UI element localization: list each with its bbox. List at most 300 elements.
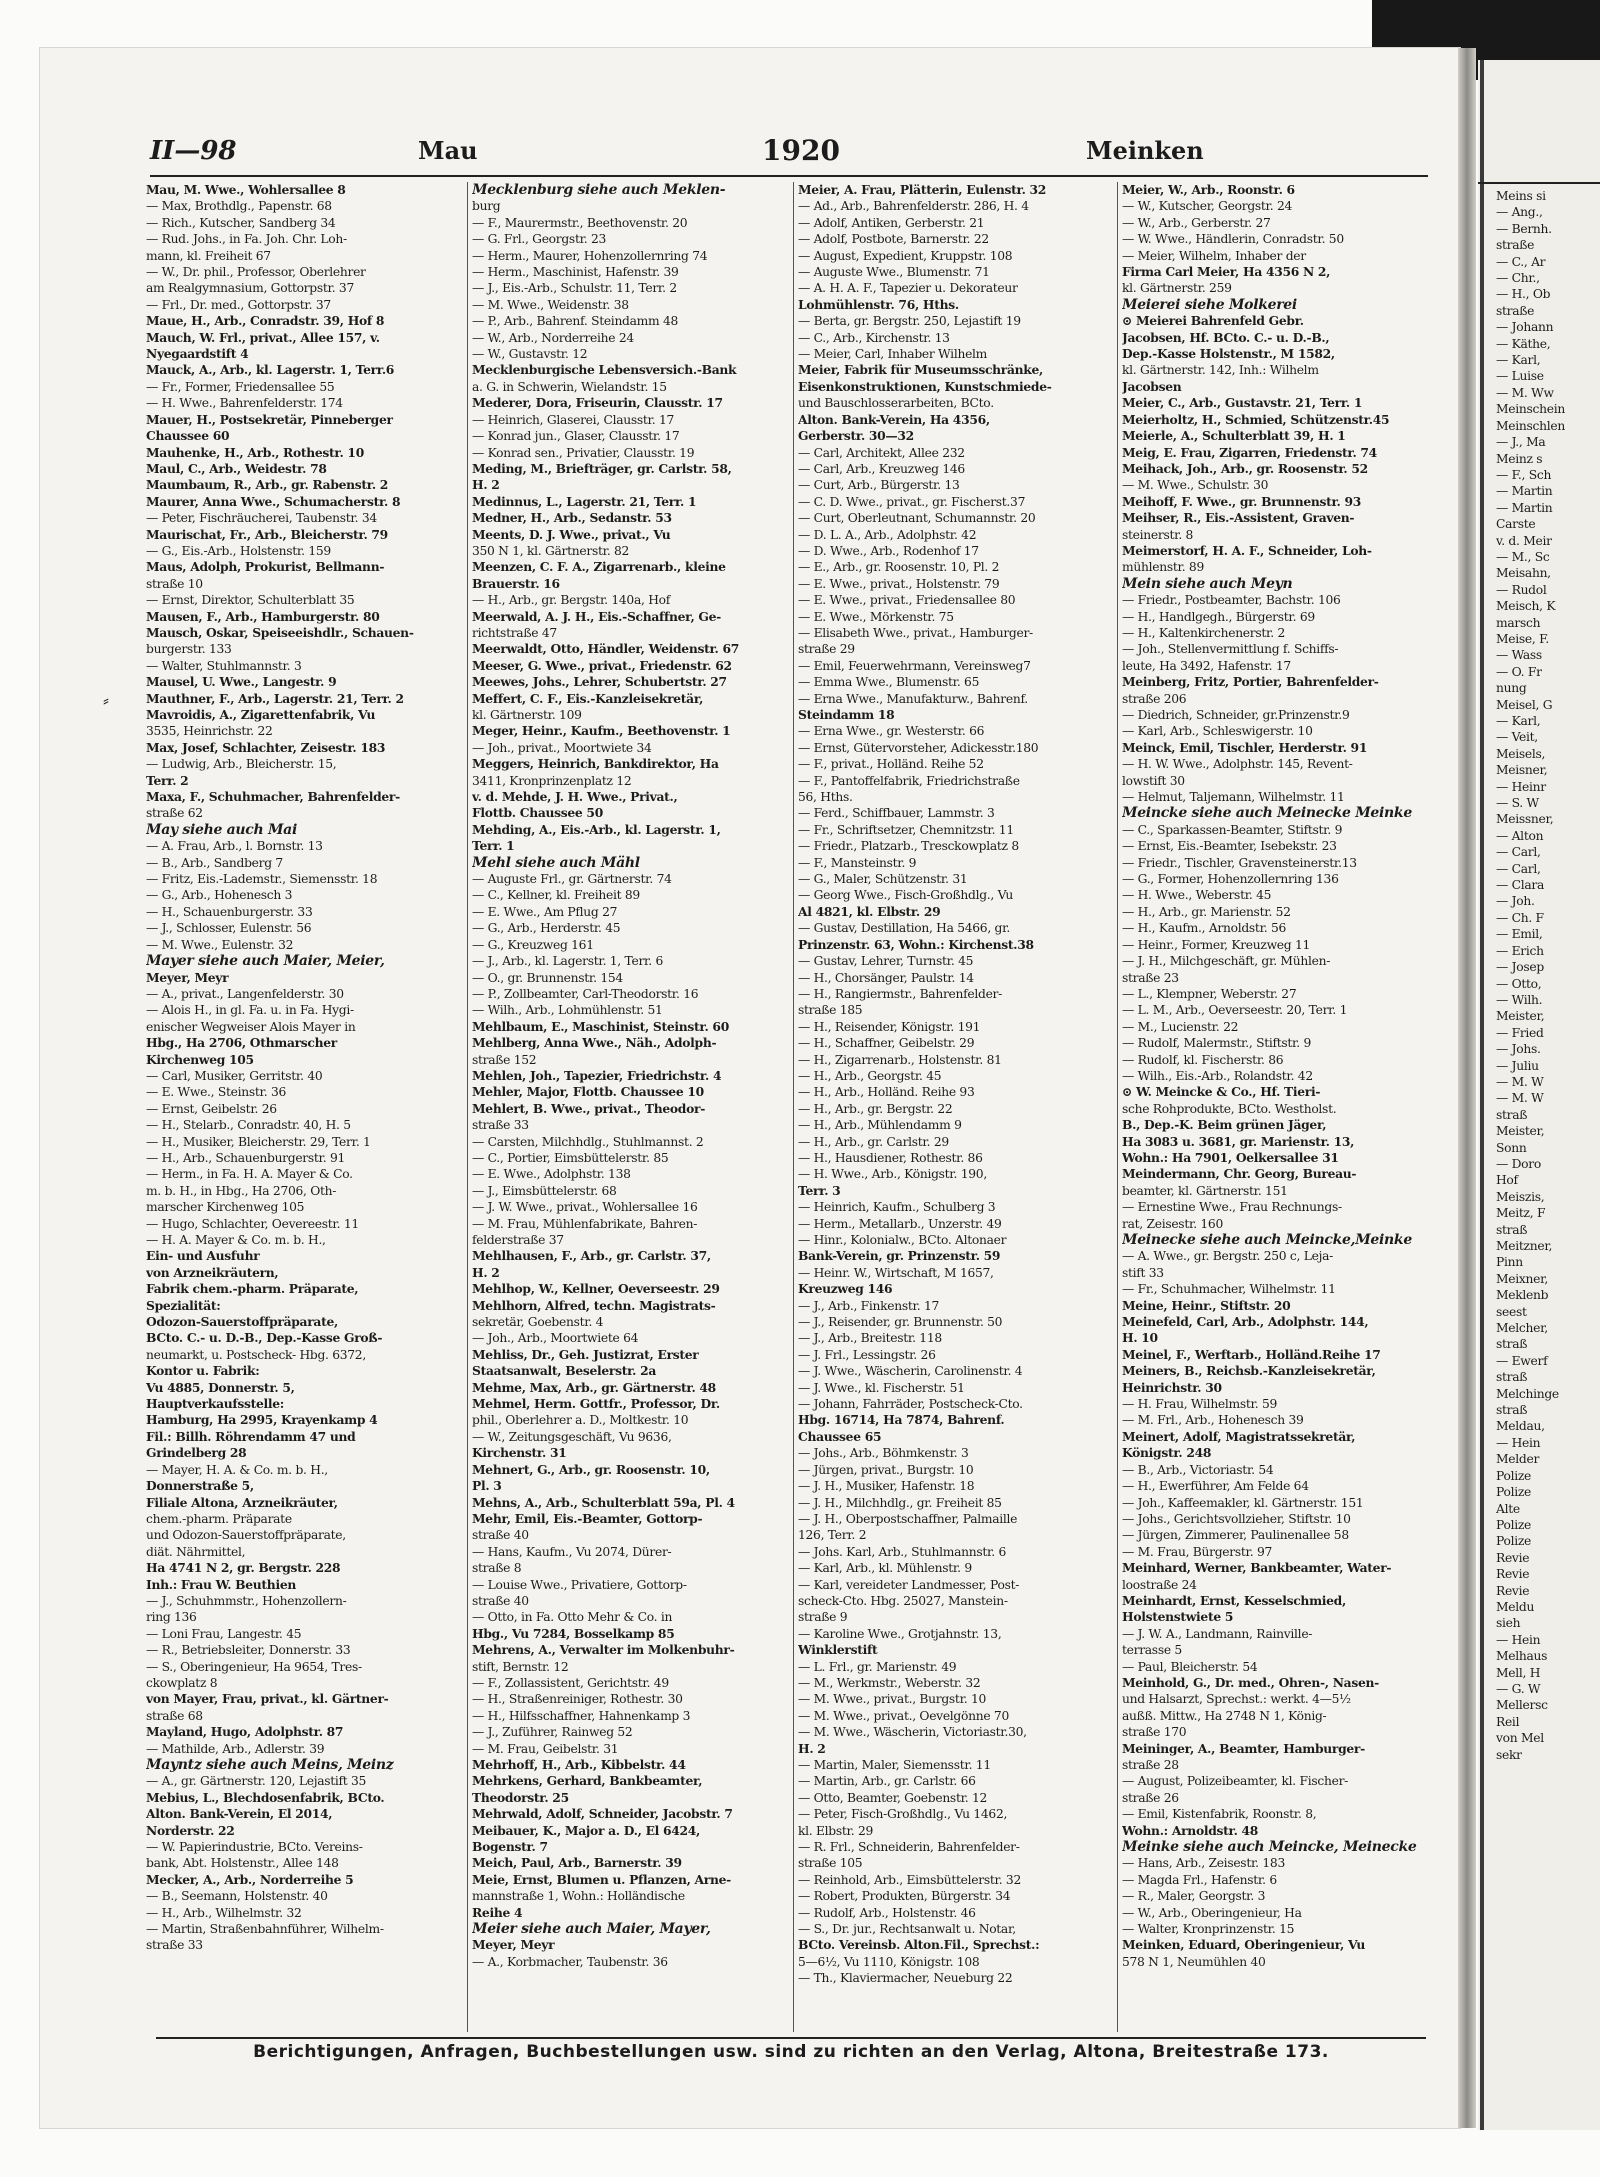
directory-entry: — Heinrich, Glaserei, Clausstr. 17	[472, 412, 675, 427]
directory-entry: — Johs. Karl, Arb., Stuhlmannstr. 6	[798, 1544, 1006, 1559]
directory-entry: — Johs., Gerichtsvollzieher, Stiftstr. 10	[1122, 1511, 1351, 1526]
directory-entry: Gerberstr. 30—32	[798, 428, 914, 444]
next-page-entry: Reil	[1496, 1714, 1520, 1729]
directory-entry: — Fr., Schriftsetzer, Chemnitzstr. 11	[798, 822, 1014, 837]
directory-entry: ring 136	[146, 1610, 197, 1625]
directory-entry: Reihe 4	[472, 1904, 523, 1920]
directory-entry: — A., gr. Gärtnerstr. 120, Lejastift 35	[146, 1774, 367, 1789]
directory-entry: — Max, Brothdlg., Papenstr. 68	[146, 199, 332, 214]
directory-entry: Meihoff, F. Wwe., gr. Brunnenstr. 93	[1122, 493, 1362, 509]
directory-entry: Kreuzweg 146	[798, 1281, 893, 1297]
directory-entry: — Friedr., Platzarb., Tresckowplatz 8	[798, 839, 1019, 854]
next-page-column	[1496, 188, 1600, 1763]
directory-entry: Grindelberg 28	[146, 1445, 247, 1461]
directory-entry: — Peter, Fischräucherei, Taubenstr. 34	[146, 511, 377, 526]
directory-entry: — F., Maurermstr., Beethovenstr. 20	[472, 215, 688, 230]
directory-entry: — A. Wwe., gr. Bergstr. 250 c, Leja-	[1122, 1249, 1333, 1264]
directory-entry: — Robert, Produkten, Bürgerstr. 34	[798, 1889, 1011, 1904]
directory-entry: — A., Korbmacher, Taubenstr. 36	[472, 1954, 668, 1969]
directory-entry: Mehlbaum, E., Maschinist, Steinstr. 60	[472, 1018, 729, 1034]
directory-entry: — Heinrich, Kaufm., Schulberg 3	[798, 1200, 996, 1215]
directory-entry: Medner, H., Arb., Sedanstr. 53	[472, 510, 672, 526]
directory-entry: — R. Frl., Schneiderin, Bahrenfelder-	[798, 1840, 1020, 1855]
directory-entry: enischer Wegweiser Alois Mayer in	[146, 1019, 356, 1034]
directory-entry: — Rud. Johs., in Fa. Joh. Chr. Loh-	[146, 232, 347, 247]
directory-entry: Meinken, Eduard, Oberingenieur, Vu	[1122, 1937, 1366, 1953]
directory-entry: May siehe auch Mai	[146, 821, 297, 838]
directory-entry: Max, Josef, Schlachter, Zeisestr. 183	[146, 739, 386, 755]
directory-entry: — H. Wwe., Bahrenfelderstr. 174	[146, 396, 343, 411]
directory-entry: — Mathilde, Arb., Adlerstr. 39	[146, 1741, 325, 1756]
margin-mark: ⸗	[103, 690, 109, 711]
directory-entry: — F., Mansteinstr. 9	[798, 855, 917, 870]
directory-entry: lowstift 30	[1122, 773, 1185, 788]
directory-entry: — A. H. A. F., Tapezier u. Dekorateur	[798, 281, 1018, 296]
next-page-entry: Pinn	[1496, 1255, 1523, 1270]
directory-entry: — W., Kutscher, Georgstr. 24	[1122, 199, 1293, 214]
directory-entry: — Rudolf, Arb., Holstenstr. 46	[798, 1905, 976, 1920]
directory-entry: — M. Frl., Arb., Hohenesch 39	[1122, 1413, 1304, 1428]
directory-entry: — Walter, Kronprinzenstr. 15	[1122, 1922, 1295, 1937]
directory-entry: Mauck, A., Arb., kl. Lagerstr. 1, Terr.6	[146, 362, 395, 378]
directory-entry: — Louise Wwe., Privatiere, Gottorp-	[472, 1577, 687, 1592]
directory-entry: — H., Rangiermstr., Bahrenfelder-	[798, 986, 1002, 1001]
directory-entry: Meding, M., Briefträger, gr. Carlstr. 58,	[472, 460, 732, 476]
next-page-entry: Meister,	[1496, 1009, 1545, 1024]
directory-entry: — H. W. Wwe., Adolphstr. 145, Revent-	[1122, 757, 1353, 772]
directory-entry: — G., Eis.-Arb., Holstenstr. 159	[146, 543, 331, 558]
directory-entry: — Herm., in Fa. H. A. Mayer & Co.	[146, 1167, 353, 1182]
directory-entry: — Martin, Arb., gr. Carlstr. 66	[798, 1774, 976, 1789]
directory-entry: Mehrens, A., Verwalter im Molkenbuhr-	[472, 1642, 735, 1658]
directory-entry: — W. Wwe., Händlerin, Conradstr. 50	[1122, 232, 1344, 247]
directory-entry: Kirchenweg 105	[146, 1051, 254, 1067]
directory-entry: Meig, E. Frau, Zigarren, Friedenstr. 74	[1122, 444, 1377, 460]
directory-column-2	[472, 182, 790, 2032]
directory-entry: und Bauschlosserarbeiten, BCto.	[798, 396, 994, 411]
directory-entry: — W., Zeitungsgeschäft, Vu 9636,	[472, 1429, 672, 1444]
directory-entry: — H., Arb., Schauenburgerstr. 91	[146, 1150, 346, 1165]
directory-entry: — Rudolf, kl. Fischerstr. 86	[1122, 1052, 1284, 1067]
next-page-entry: Meissner,	[1496, 812, 1554, 827]
directory-entry: Mehrkens, Gerhard, Bankbeamter,	[472, 1773, 703, 1789]
directory-entry: — E. Wwe., Adolphstr. 138	[472, 1167, 631, 1182]
directory-entry: — R., Maler, Georgstr. 3	[1122, 1889, 1266, 1904]
next-page-entry: Sonn	[1496, 1140, 1527, 1155]
directory-entry: 56, Hths.	[798, 790, 853, 805]
directory-entry: — Ernestine Wwe., Frau Rechnungs-	[1122, 1200, 1342, 1215]
directory-entry: — Joh., Arb., Moortwiete 64	[472, 1331, 639, 1346]
directory-entry: Mehns, A., Arb., Schulterblatt 59a, Pl. 4	[472, 1494, 735, 1510]
directory-entry: — J. H., Oberpostschaffner, Palmaille	[798, 1511, 1018, 1526]
directory-entry: Jacobsen, Hf. BCto. C.- u. D.-B.,	[1122, 329, 1330, 345]
next-page-entry: — Heinr	[1496, 779, 1546, 794]
directory-entry: — Mayer, H. A. & Co. m. b. H.,	[146, 1462, 328, 1477]
directory-entry: — Ernst, Gütervorsteher, Adickesstr.180	[798, 740, 1039, 755]
directory-entry: — H., Schaffner, Geibelstr. 29	[798, 1036, 975, 1051]
directory-entry: stift, Bernstr. 12	[472, 1659, 569, 1674]
directory-entry: — P., Zollbeamter, Carl-Theodorstr. 16	[472, 986, 699, 1001]
directory-entry: — H., Musiker, Bleicherstr. 29, Terr. 1	[146, 1134, 371, 1149]
directory-entry: Inh.: Frau W. Beuthien	[146, 1576, 296, 1592]
directory-entry: phil., Oberlehrer a. D., Moltkestr. 10	[472, 1413, 689, 1428]
directory-entry: chem.-pharm. Präparate	[146, 1511, 292, 1526]
next-page-entry: — Josep	[1496, 960, 1544, 975]
directory-entry: — H., Arb., Wilhelmstr. 32	[146, 1905, 302, 1920]
directory-entry: — L. M., Arb., Oeverseestr. 20, Terr. 1	[1122, 1003, 1348, 1018]
directory-entry: Ha 3083 u. 3681, gr. Marienstr. 13,	[1122, 1133, 1355, 1149]
directory-entry: 578 N 1, Neumühlen 40	[1122, 1954, 1266, 1969]
directory-entry: straße 33	[146, 1938, 203, 1953]
directory-entry: — J. H., Milchhdlg., gr. Freiheit 85	[798, 1495, 1002, 1510]
directory-entry: sche Rohprodukte, BCto. Westholst.	[1122, 1101, 1337, 1116]
directory-entry: Kontor u. Fabrik:	[146, 1363, 260, 1379]
directory-entry: — W. Papierindustrie, BCto. Vereins-	[146, 1840, 363, 1855]
directory-entry: Hbg., Ha 2706, Othmarscher	[146, 1035, 337, 1051]
next-page-entry: — Fried	[1496, 1025, 1544, 1040]
next-page-entry: Meklenb	[1496, 1288, 1549, 1303]
directory-entry: — D. Wwe., Arb., Rodenhof 17	[798, 543, 979, 558]
directory-entry: Filiale Altona, Arzneikräuter,	[146, 1494, 338, 1510]
next-page-entry: Alte	[1496, 1501, 1520, 1516]
directory-entry: Maumbaum, R., Arb., gr. Rabenstr. 2	[146, 477, 389, 493]
directory-entry: — Wilh., Eis.-Arb., Rolandstr. 42	[1122, 1068, 1313, 1083]
directory-entry: H. 2	[472, 477, 500, 493]
directory-entry: straße 206	[1122, 691, 1187, 706]
directory-entry: Mavroidis, A., Zigarettenfabrik, Vu	[146, 707, 376, 722]
directory-entry: H. 2	[472, 1264, 500, 1280]
next-page-entry: Carste	[1496, 517, 1536, 532]
directory-entry: — G., Arb., Herderstr. 45	[472, 921, 621, 936]
directory-entry: — C., Kellner, kl. Freiheit 89	[472, 888, 640, 903]
directory-entry: Meincke siehe auch Meinecke Meinke	[1122, 805, 1412, 822]
next-page-entry: Meinschein	[1496, 402, 1565, 417]
directory-entry: straße 105	[798, 1856, 863, 1871]
directory-entry: terrasse 5	[1122, 1643, 1182, 1658]
directory-entry: Mehlen, Joh., Tapezier, Friedrichstr. 4	[472, 1067, 722, 1083]
directory-entry: — F., privat., Holländ. Reihe 52	[798, 757, 984, 772]
directory-entry: Mehlberg, Anna Wwe., Näh., Adolph-	[472, 1035, 717, 1051]
next-page-entry: — Bernh.	[1496, 221, 1552, 236]
directory-entry: — Emil, Feuerwehrmann, Vereinsweg7	[798, 658, 1031, 673]
header-left-keyword: Mau	[418, 136, 478, 165]
next-page-entry: Meister,	[1496, 1124, 1545, 1139]
next-page-entry: — Doro	[1496, 1156, 1541, 1171]
directory-entry: Meier, W., Arb., Roonstr. 6	[1122, 182, 1295, 197]
directory-entry: — Peter, Fisch-Großhdlg., Vu 1462,	[798, 1807, 1008, 1822]
next-page-entry: — M. W	[1496, 1074, 1544, 1089]
next-page-entry: Meldau,	[1496, 1419, 1545, 1434]
directory-entry: beamter, kl. Gärtnerstr. 151	[1122, 1183, 1288, 1198]
directory-entry: — J., Schlosser, Eulenstr. 56	[146, 921, 312, 936]
directory-entry: — Elisabeth Wwe., privat., Hamburger-	[798, 625, 1033, 640]
next-page-entry: — Hein	[1496, 1632, 1541, 1647]
next-page-entry: Melhaus	[1496, 1649, 1548, 1664]
column-divider	[1117, 182, 1118, 2032]
directory-entry: Dep.-Kasse Holstenstr., M 1582,	[1122, 346, 1335, 362]
next-page-entry: Revie	[1496, 1550, 1530, 1565]
directory-entry: — H., Reisender, Königstr. 191	[798, 1019, 981, 1034]
directory-column-3	[798, 182, 1114, 2032]
directory-entry: Wohn.: Arnoldstr. 48	[1122, 1822, 1259, 1838]
directory-entry: — F., Zollassistent, Gerichtstr. 49	[472, 1675, 669, 1690]
next-page-entry: Meiszis,	[1496, 1189, 1545, 1204]
next-page-entry: — Erich	[1496, 943, 1544, 958]
next-page-entry: Meins si	[1496, 189, 1546, 203]
directory-entry: richtstraße 47	[472, 625, 557, 640]
directory-entry: — Jürgen, Zimmerer, Paulinenallee 58	[1122, 1528, 1349, 1543]
directory-entry: bank, Abt. Holstenstr., Allee 148	[146, 1856, 339, 1871]
directory-entry: Mausen, F., Arb., Hamburgerstr. 80	[146, 608, 380, 624]
directory-entry: Jacobsen	[1122, 378, 1182, 394]
directory-entry: Mehrwald, Adolf, Schneider, Jacobstr. 7	[472, 1806, 733, 1822]
directory-entry: — M. Wwe., privat., Burgstr. 10	[798, 1692, 987, 1707]
directory-entry: — Loni Frau, Langestr. 45	[146, 1626, 302, 1641]
directory-entry: — Th., Klaviermacher, Neueburg 22	[798, 1971, 1013, 1986]
directory-entry: Meinberg, Fritz, Portier, Bahrenfelder-	[1122, 674, 1379, 690]
directory-entry: — H., Arb., Georgstr. 45	[798, 1068, 942, 1083]
directory-entry: Maurer, Anna Wwe., Schumacherstr. 8	[146, 493, 401, 509]
directory-entry: Spezialität:	[146, 1297, 221, 1313]
directory-entry: Meewes, Johs., Lehrer, Schubertstr. 27	[472, 674, 727, 690]
directory-entry: burgerstr. 133	[146, 642, 232, 657]
directory-entry: — J. Wwe., kl. Fischerstr. 51	[798, 1380, 965, 1395]
directory-entry: — H., Arb., Mühlendamm 9	[798, 1118, 962, 1133]
directory-entry: — Herm., Maurer, Hohenzollernring 74	[472, 248, 708, 263]
directory-entry: — J., Zuführer, Rainweg 52	[472, 1725, 633, 1740]
directory-entry: — H., Arb., gr. Bergstr. 22	[798, 1101, 953, 1116]
directory-entry: Hbg. 16714, Ha 7874, Bahrenf.	[798, 1412, 1005, 1428]
directory-entry: — M. Wwe., privat., Oevelgönne 70	[798, 1708, 1009, 1723]
directory-entry: BCto. Vereinsb. Alton.Fil., Sprechst.:	[798, 1937, 1040, 1953]
directory-entry: — J. H., Musiker, Hafenstr. 18	[798, 1479, 975, 1494]
directory-entry: Mehme, Max, Arb., gr. Gärtnerstr. 48	[472, 1379, 716, 1395]
directory-entry: — August, Expedient, Kruppstr. 108	[798, 248, 1013, 263]
directory-entry: Meierle, A., Schulterblatt 39, H. 1	[1122, 428, 1346, 444]
directory-entry: — W., Arb., Gerberstr. 27	[1122, 215, 1271, 230]
next-page-entry: Revie	[1496, 1567, 1530, 1582]
directory-entry: Mehding, A., Eis.-Arb., kl. Lagerstr. 1,	[472, 821, 721, 837]
next-page-entry: Meise, F.	[1496, 631, 1550, 646]
directory-entry: — Fr., Schuhmacher, Wilhelmstr. 11	[1122, 1282, 1336, 1297]
directory-entry: — Jürgen, privat., Burgstr. 10	[798, 1462, 974, 1477]
directory-entry: — Johann, Fahrräder, Postscheck-Cto.	[798, 1397, 1023, 1412]
directory-entry: — J., Arb., kl. Lagerstr. 1, Terr. 6	[472, 954, 663, 969]
directory-entry: — Alois H., in gl. Fa. u. in Fa. Hygi-	[146, 1003, 354, 1018]
directory-entry: — A. Frau, Arb., l. Bornstr. 13	[146, 839, 323, 854]
directory-entry: — Hans, Kaufm., Vu 2074, Dürer-	[472, 1544, 672, 1559]
directory-entry: — H. Frau, Wilhelmstr. 59	[1122, 1397, 1278, 1412]
directory-entry: Hamburg, Ha 2995, Krayenkamp 4	[146, 1412, 378, 1428]
directory-entry: — Gustav, Destillation, Ha 5466, gr.	[798, 921, 1010, 936]
directory-entry: — M. Wwe., Weidenstr. 38	[472, 297, 629, 312]
directory-entry: Meinke siehe auch Meincke, Meinecke	[1122, 1839, 1417, 1856]
directory-entry: Meier siehe auch Maier, Mayer,	[472, 1921, 711, 1938]
directory-entry: Meinck, Emil, Tischler, Herderstr. 91	[1122, 739, 1368, 755]
directory-entry: straße 40	[472, 1593, 529, 1608]
directory-entry: Chaussee 65	[798, 1428, 882, 1444]
directory-entry: 3535, Heinrichstr. 22	[146, 724, 273, 739]
directory-entry: Meibauer, K., Major a. D., El 6424,	[472, 1822, 701, 1838]
next-page-entry: — Joh.	[1496, 894, 1535, 909]
directory-entry: Meierholtz, H., Schmied, Schützenstr.45	[1122, 411, 1390, 427]
directory-entry: mühlenstr. 89	[1122, 560, 1204, 575]
directory-entry: Mehler, Major, Flottb. Chaussee 10	[472, 1084, 704, 1100]
next-page-entry: — Käthe,	[1496, 336, 1551, 351]
directory-entry: Meinhardt, Ernst, Kesselschmied,	[1122, 1592, 1346, 1608]
next-page-entry: straß	[1496, 1107, 1528, 1122]
directory-entry: m. b. H., in Hbg., Ha 2706, Oth-	[146, 1183, 337, 1198]
directory-entry: — J. Frl., Lessingstr. 26	[798, 1347, 936, 1362]
next-page-entry: — G. W	[1496, 1681, 1541, 1696]
directory-entry: Mehlhausen, F., Arb., gr. Carlstr. 37,	[472, 1248, 711, 1264]
directory-entry: Kirchenstr. 31	[472, 1445, 567, 1461]
directory-entry: Meggers, Heinrich, Bankdirektor, Ha	[472, 756, 719, 772]
directory-entry: — Hugo, Schlachter, Oevereestr. 11	[146, 1216, 359, 1231]
directory-entry: H. 10	[1122, 1330, 1158, 1346]
directory-entry: — Adolf, Antiken, Gerberstr. 21	[798, 215, 985, 230]
next-page-entry: von Mel	[1496, 1731, 1544, 1746]
directory-entry: — Curt, Arb., Bürgerstr. 13	[798, 478, 960, 493]
directory-entry: — Joh., privat., Moortwiete 34	[472, 740, 652, 755]
directory-entry: Bogenstr. 7	[472, 1839, 548, 1855]
next-page-entry: straß	[1496, 1337, 1528, 1352]
directory-entry: 5—6½, Vu 1110, Königstr. 108	[798, 1954, 980, 1969]
next-page-entry: Meldu	[1496, 1599, 1535, 1614]
directory-entry: kl. Gärtnerstr. 142, Inh.: Wilhelm	[1122, 363, 1319, 378]
next-page-entry: — Carl,	[1496, 861, 1541, 876]
next-page-entry: Polize	[1496, 1534, 1532, 1549]
next-page-entry: — J., Ma	[1496, 435, 1546, 450]
directory-entry: Odozon-Sauerstoffpräparate,	[146, 1314, 338, 1330]
directory-entry: — Hans, Arb., Zeisestr. 183	[1122, 1856, 1285, 1871]
directory-entry: und Halsarzt, Sprechst.: werkt. 4—5½	[1122, 1692, 1351, 1707]
directory-entry: marscher Kirchenweg 105	[146, 1200, 305, 1215]
directory-entry: — Herm., Metallarb., Unzerstr. 49	[798, 1216, 1002, 1231]
directory-entry: Winklerstift	[798, 1642, 878, 1658]
directory-entry: — L. Frl., gr. Marienstr. 49	[798, 1659, 957, 1674]
directory-entry: — Meier, Wilhelm, Inhaber der	[1122, 248, 1306, 263]
directory-entry: — Curt, Oberleutnant, Schumannstr. 20	[798, 511, 1036, 526]
directory-entry: — Auguste Wwe., Blumenstr. 71	[798, 265, 990, 280]
next-page-entry: Polize	[1496, 1485, 1532, 1500]
directory-entry: kl. Elbstr. 29	[798, 1823, 874, 1838]
directory-entry: Mausel, U. Wwe., Langestr. 9	[146, 674, 337, 690]
directory-entry: Meerwald, A. J. H., Eis.-Schaffner, Ge-	[472, 608, 721, 624]
directory-entry: neumarkt, u. Postscheck- Hbg. 6372,	[146, 1347, 366, 1362]
directory-column-4	[1122, 182, 1436, 2032]
next-page-entry: Meisch, K	[1496, 599, 1556, 614]
next-page-entry: — Karl,	[1496, 353, 1541, 368]
next-page-entry: — Chr.,	[1496, 271, 1540, 286]
directory-entry: Meyer, Meyr	[146, 969, 229, 985]
next-page-entry: — M. W	[1496, 1091, 1544, 1106]
directory-entry: ckowplatz 8	[146, 1675, 218, 1690]
directory-entry: — C., Sparkassen-Beamter, Stiftstr. 9	[1122, 822, 1343, 837]
directory-entry: Fil.: Billh. Röhrendamm 47 und	[146, 1428, 356, 1444]
directory-entry: — G. Frl., Georgstr. 23	[472, 232, 607, 247]
directory-entry: — H., Hilfsschaffner, Hahnenkamp 3	[472, 1708, 691, 1723]
directory-entry: — E., Arb., gr. Roosenstr. 10, Pl. 2	[798, 560, 1000, 575]
directory-entry: straße 185	[798, 1003, 863, 1018]
directory-column-1	[146, 182, 464, 2032]
next-page-entry: Meisels,	[1496, 746, 1546, 761]
directory-entry: Norderstr. 22	[146, 1822, 235, 1838]
directory-entry: a. G. in Schwerin, Wielandstr. 15	[472, 379, 667, 394]
directory-entry: mannstraße 1, Wohn.: Holländische	[472, 1889, 685, 1904]
directory-entry: — Karl, Arb., kl. Mühlenstr. 9	[798, 1561, 972, 1576]
directory-entry: — Ad., Arb., Bahrenfelderstr. 286, H. 4	[798, 199, 1029, 214]
directory-entry: — Emma Wwe., Blumenstr. 65	[798, 675, 980, 690]
directory-entry: Meinhard, Werner, Bankbeamter, Water-	[1122, 1560, 1392, 1576]
directory-entry: straße 26	[1122, 1790, 1179, 1805]
directory-entry: — Otto, in Fa. Otto Mehr & Co. in	[472, 1610, 673, 1625]
next-page-entry: straß	[1496, 1403, 1528, 1418]
directory-entry: sekretär, Goebenstr. 4	[472, 1315, 604, 1330]
directory-entry: — H. Wwe., Arb., Königstr. 190,	[798, 1167, 987, 1182]
next-page-fragment	[1478, 60, 1600, 2130]
directory-entry: Al 4821, kl. Elbstr. 29	[798, 903, 941, 919]
directory-entry: Meininger, A., Beamter, Hamburger-	[1122, 1740, 1365, 1756]
directory-entry: Meie, Ernst, Blumen u. Pflanzen, Arne-	[472, 1871, 731, 1887]
directory-entry: — Frl., Dr. med., Gottorpstr. 37	[146, 297, 331, 312]
directory-entry: — G., Arb., Hohenesch 3	[146, 888, 293, 903]
directory-entry: BCto. C.- u. D.-B., Dep.-Kasse Groß-	[146, 1330, 383, 1346]
directory-entry: — M. Frau, Bürgerstr. 97	[1122, 1544, 1272, 1559]
directory-entry: Meenzen, C. F. A., Zigarrenarb., kleine	[472, 559, 726, 575]
directory-entry: Ein- und Ausfuhr	[146, 1248, 260, 1264]
directory-entry: Meents, D. J. Wwe., privat., Vu	[472, 526, 671, 542]
directory-entry: — E. Wwe., Am Pflug 27	[472, 904, 618, 919]
directory-entry: — W., Arb., Norderreihe 24	[472, 330, 634, 345]
directory-entry: — H., Arb., Holländ. Reihe 93	[798, 1085, 975, 1100]
next-page-entry: marsch	[1496, 615, 1541, 630]
directory-entry: Meinhold, G., Dr. med., Ohren-, Nasen-	[1122, 1674, 1379, 1690]
directory-entry: Flottb. Chaussee 50	[472, 805, 603, 821]
directory-entry: — Paul, Bleicherstr. 54	[1122, 1659, 1258, 1674]
next-page-entry: Meixner,	[1496, 1271, 1548, 1286]
directory-entry: — Heinr. W., Wirtschaft, M 1657,	[798, 1265, 994, 1280]
directory-entry: — M. Wwe., Schulstr. 30	[1122, 478, 1269, 493]
directory-entry: — E. Wwe., privat., Holstenstr. 79	[798, 576, 1000, 591]
directory-entry: Mau, M. Wwe., Wohlersallee 8	[146, 182, 346, 197]
directory-entry: Firma Carl Meier, Ha 4356 N 2,	[1122, 264, 1331, 280]
next-page-entry: seest	[1496, 1304, 1527, 1319]
next-page-entry: — C., Ar	[1496, 254, 1546, 269]
directory-entry: straße 23	[1122, 970, 1179, 985]
next-page-entry: — Ch. F	[1496, 910, 1544, 925]
directory-entry: — August, Polizeibeamter, kl. Fischer-	[1122, 1774, 1348, 1789]
directory-entry: Mederer, Dora, Friseurin, Clausstr. 17	[472, 395, 723, 411]
next-page-entry: — Clara	[1496, 878, 1544, 893]
directory-entry: Mecklenburgische Lebensversich.-Bank	[472, 362, 737, 378]
directory-entry: Terr. 3	[798, 1182, 841, 1198]
directory-entry: — G., Kreuzweg 161	[472, 937, 594, 952]
directory-entry: — Erna Wwe., Manufakturw., Bahrenf.	[798, 691, 1028, 706]
directory-entry: 126, Terr. 2	[798, 1528, 867, 1543]
next-page-entry: — Karl,	[1496, 714, 1541, 728]
directory-entry: Mehrhoff, H., Arb., Kibbelstr. 44	[472, 1757, 686, 1772]
next-page-entry: — Martin	[1496, 484, 1553, 499]
next-page-entry: Meisahn,	[1496, 566, 1551, 581]
next-page-entry: Melchinge	[1496, 1386, 1559, 1401]
next-page-entry: — Rudol	[1496, 582, 1547, 597]
directory-entry: Maus, Adolph, Prokurist, Bellmann-	[146, 559, 385, 575]
next-page-entry: Melcher,	[1496, 1321, 1548, 1336]
directory-entry: — M. Frau, Mühlenfabrikate, Bahren-	[472, 1216, 698, 1231]
directory-entry: Meihack, Joh., Arb., gr. Roosenstr. 52	[1122, 460, 1368, 476]
next-page-entry: — F., Sch	[1496, 467, 1552, 482]
